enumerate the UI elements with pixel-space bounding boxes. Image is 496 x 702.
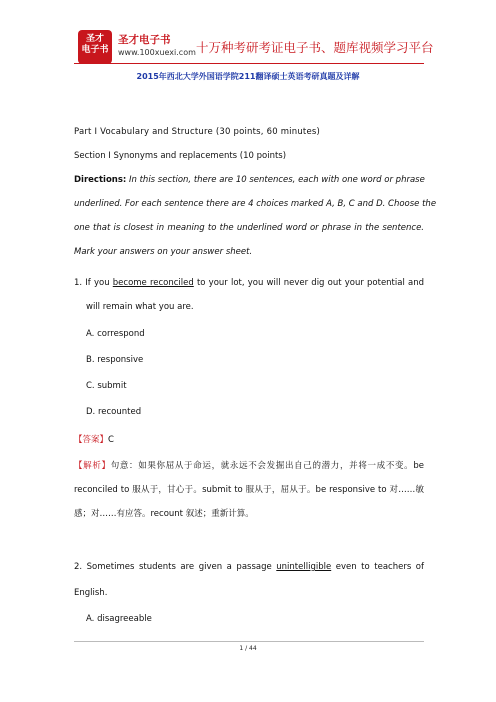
header-slogan: 十万种考研考证电子书、题库视频学习平台 xyxy=(196,40,434,55)
directions-line-4: Mark your answers on your answer sheet. xyxy=(74,247,253,257)
page-header xyxy=(74,24,434,64)
question-1-option-b: B. responsive xyxy=(86,355,144,365)
question-2-suffix: even to teachers of xyxy=(331,562,424,572)
question-1-option-d: D. recounted xyxy=(86,407,142,417)
question-2-prefix: 2. Sometimes students are given a passage xyxy=(74,562,277,572)
answer-value: C xyxy=(108,435,114,445)
page-number: 1 / 44 xyxy=(239,645,257,652)
question-2-line-2: English. xyxy=(74,588,108,598)
question-2-line-1 xyxy=(74,562,424,572)
question-2-underlined: unintelligible xyxy=(276,562,332,572)
directions-line-2: underlined. For each sentence there are 4 choices marked A, B, C and D. Choose the xyxy=(74,199,437,209)
directions-text-1: In this section, there are 10 sentences, each with one word or phrase xyxy=(126,175,425,185)
footer-divider xyxy=(74,641,424,642)
question-1-line-2: will remain what you are. xyxy=(86,302,194,312)
publisher-logo xyxy=(78,30,112,64)
directions-line-3: one that is closest in meaning to the underlined word or phrase in the sentence. xyxy=(74,223,424,233)
answer-label: 【答案】 xyxy=(74,435,109,445)
question-1-analysis-line-3: 感；对……有应答。recount 叙述；重新计算。 xyxy=(74,509,254,519)
question-1-option-a: A. correspond xyxy=(86,329,145,339)
brand-name: 圣才电子书 xyxy=(118,34,171,46)
logo-text-top: 圣才 xyxy=(85,34,104,44)
directions-line-1 xyxy=(74,175,424,185)
logo-text-bottom: 电子书 xyxy=(81,45,109,55)
question-1-analysis-line-2: reconciled to 服从于，甘心于。submit to 服从于，屈从于。be responsive to 对……敏 xyxy=(74,485,424,495)
question-2-option-a: A. disagreeable xyxy=(86,614,152,624)
question-1-suffix: to your lot, you will never dig out your potential and xyxy=(193,278,424,288)
question-1-prefix: 1. If you xyxy=(74,278,113,288)
question-1-analysis-line-1 xyxy=(74,459,424,471)
question-1-line-1 xyxy=(74,278,424,288)
analysis-label: 【解析】 xyxy=(74,461,111,471)
directions-label: Directions: xyxy=(74,175,127,185)
section-heading: Section I Synonyms and replacements (10 points) xyxy=(74,151,287,161)
part-heading: Part I Vocabulary and Structure (30 points, 60 minutes) xyxy=(74,127,321,137)
question-1-option-c: C. submit xyxy=(86,381,127,391)
question-1-answer xyxy=(74,433,114,445)
site-url[interactable]: www.100xuexi.com xyxy=(118,48,196,57)
question-1-underlined: become reconciled xyxy=(112,278,194,288)
header-divider xyxy=(74,63,424,64)
analysis-text-1: 句意：如果你屈从于命运，就永远不会发掘出自己的潜力，并将一成不变。be xyxy=(110,461,424,471)
document-title: 2015年西北大学外国语学院211翻译硕士英语考研真题及详解 xyxy=(136,72,360,81)
